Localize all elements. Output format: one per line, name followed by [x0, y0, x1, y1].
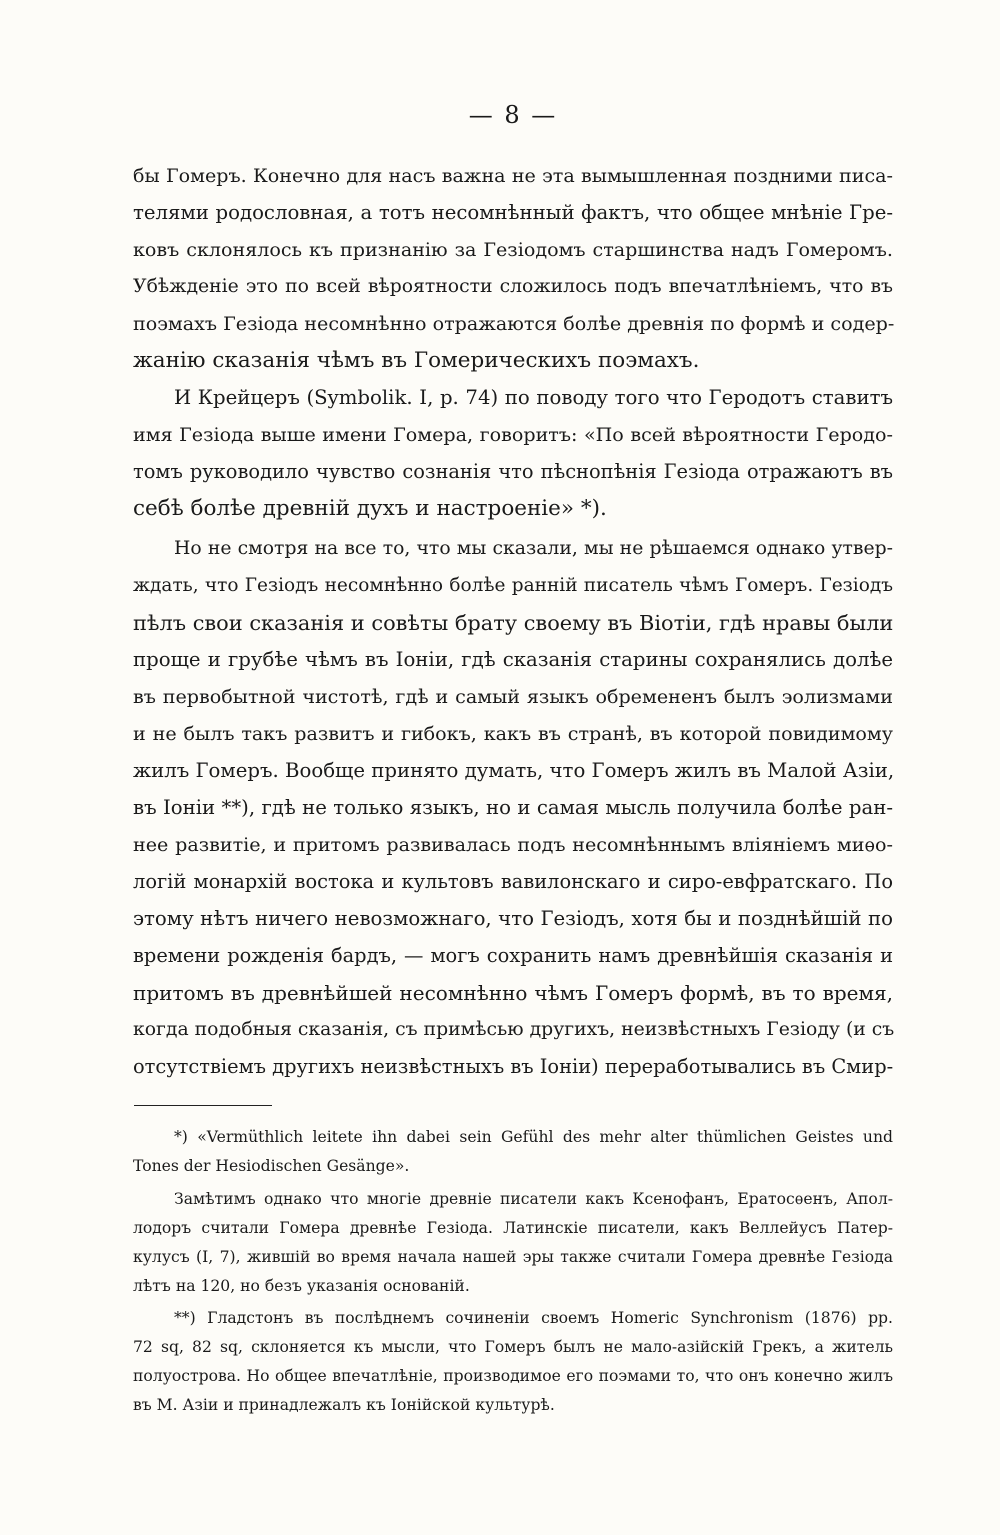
text-line: проще и грубѣе чѣмъ въ Іоніи, гдѣ сказанія старины сохранялись долѣе [133, 648, 893, 671]
text-line: нее развитіе, и притомъ развивалась подъ несомнѣннымъ вліяніемъ миѳо- [133, 833, 893, 856]
footnote-line: лѣтъ на 120, но безъ указанія основаній. [133, 1277, 470, 1295]
text-line: Но не смотря на все то, что мы сказали, мы не рѣшаемся однако утвер- [174, 538, 893, 559]
footnote-line: лодоръ считали Гомера древнѣе Гезіода. Латинскіе писатели, какъ Веллейусъ Патер- [133, 1219, 893, 1237]
text-line: этому нѣтъ ничего невозможнаго, что Гезіодъ, хотя бы и позднѣйшій по [133, 907, 893, 930]
text-line: жилъ Гомеръ. Вообще принято думать, что Гомеръ жилъ въ Малой Азіи, [133, 759, 895, 782]
text-line: логій монархій востока и культовъ вавилонскаго и сиро-евфратскаго. По [133, 870, 893, 893]
footnote-line: **) Гладстонъ въ послѣднемъ сочиненіи своемъ Homeric Synchronism (1876) pp. [174, 1309, 893, 1327]
footnote-line: Tones der Hesiodischen Gesänge». [133, 1157, 410, 1175]
text-line: жанію сказанія чѣмъ въ Гомерическихъ поэмахъ. [133, 348, 700, 373]
text-line: въ Іоніи **), гдѣ не только языкъ, но и самая мысль получила болѣе ран- [133, 796, 893, 819]
text-line: бы Гомеръ. Конечно для насъ важна не эта вымышленная поздними писа- [133, 164, 893, 187]
text-line: ждать, что Гезіодъ несомнѣнно болѣе ранній писатель чѣмъ Гомеръ. Гезіодъ [133, 575, 893, 596]
text-line: ковъ склонялось къ признанію за Гезіодомъ старшинства надъ Гомеромъ. [133, 238, 893, 261]
text-line: имя Гезіода выше имени Гомера, говоритъ: «По всей вѣроятности Геродо- [133, 423, 893, 446]
text-line: въ первобытной чистотѣ, гдѣ и самый языкъ обремененъ былъ эолизмами [133, 685, 893, 708]
footnote-divider [134, 1105, 272, 1106]
text-line: времени рожденія бардъ, — могъ сохранить намъ древнѣйшія сказанія и [133, 944, 893, 967]
text-line: поэмахъ Гезіода несомнѣнно отражаются болѣе древнія по формѣ и содер- [133, 312, 895, 335]
text-line: телями родословная, а тотъ несомнѣнный фактъ, что общее мнѣніе Гре- [133, 201, 893, 224]
footnote-line: кулусъ (I, 7), жившій во время начала нашей эры также считали Гомера древнѣе Гезіода [133, 1248, 893, 1266]
text-line: И Крейцеръ (Symbolik. I, p. 74) по поводу того что Геродотъ ставитъ [174, 386, 893, 409]
text-line: отсутствіемъ другихъ неизвѣстныхъ въ Іоніи) переработывались въ Смир- [133, 1055, 894, 1078]
footnote-line: 72 sq, 82 sq, склоняется къ мысли, что Гомеръ былъ не мало-азійскій Грекъ, а житель [133, 1338, 893, 1356]
footnote-line: Замѣтимъ однако что многіе древніе писатели какъ Ксенофанъ, Ератосѳенъ, Апол- [174, 1190, 893, 1208]
text-line: пѣлъ свои сказанія и совѣты брату своему въ Віотіи, гдѣ нравы были [133, 611, 894, 635]
footnote-line: *) «Vermüthlich leitete ihn dabei sein Gefühl des mehr alter thümlichen Geistes und [174, 1128, 893, 1146]
text-line: когда подобныя сказанія, съ примѣсью другихъ, неизвѣстныхъ Гезіоду (и съ [133, 1019, 895, 1040]
footnote-line: въ М. Азіи и принадлежалъ къ Іонійской культурѣ. [133, 1396, 555, 1414]
text-line: и не былъ такъ развитъ и гибокъ, какъ въ странѣ, въ которой повидимому [133, 722, 893, 745]
page-number: — 8 — [468, 101, 558, 129]
text-line: себѣ болѣе древній духъ и настроеніе» *). [133, 496, 607, 521]
footnote-line: полуострова. Но общее впечатлѣніе, производимое его поэмами то, что онъ конечно жилъ [133, 1367, 893, 1385]
text-line: притомъ въ древнѣйшей несомнѣнно чѣмъ Гомеръ формѣ, въ то время, [133, 981, 893, 1005]
text-line: томъ руководило чувство сознанія что пѣснопѣнія Гезіода отражаютъ въ [133, 460, 893, 483]
text-line: Убѣжденіе это по всей вѣроятности сложилось подъ впечатлѣніемъ, что въ [133, 276, 893, 297]
